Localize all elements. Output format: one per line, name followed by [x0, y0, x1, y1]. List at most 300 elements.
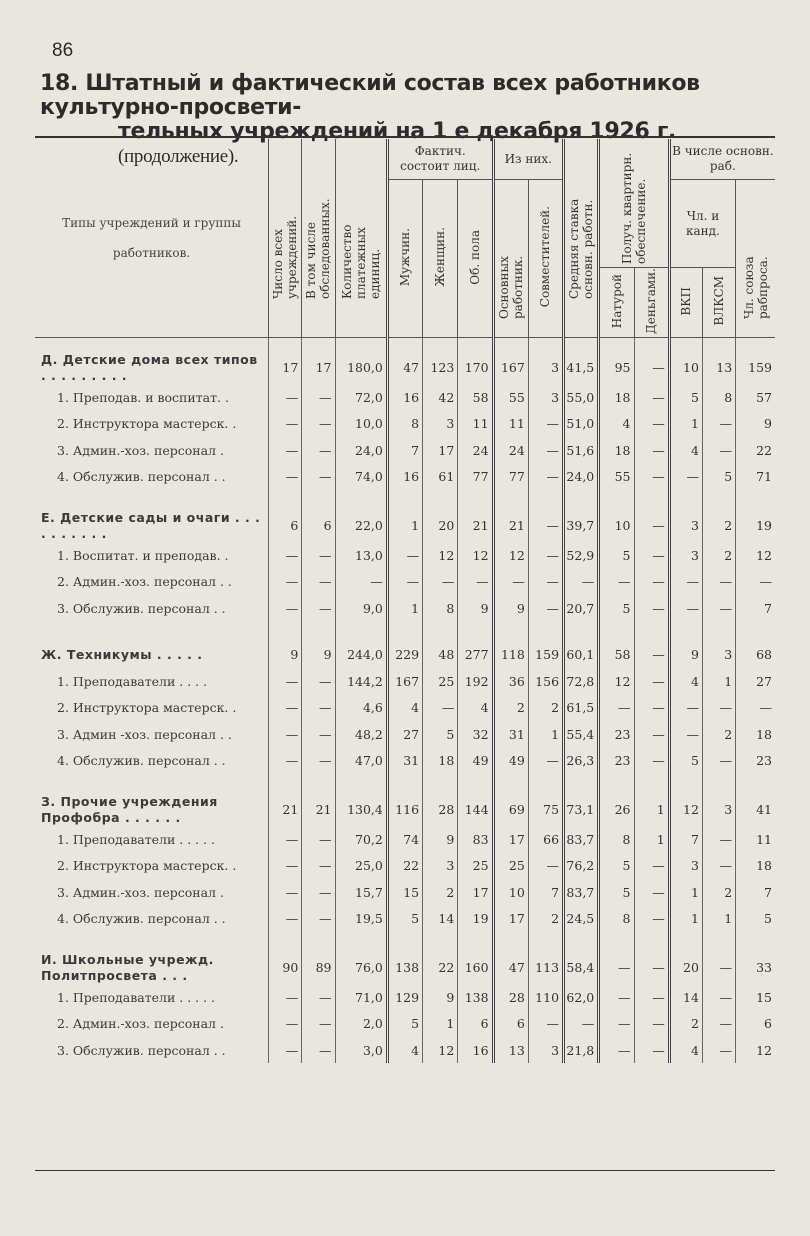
- data-cell: —: [634, 721, 669, 748]
- data-cell: 17: [493, 905, 528, 932]
- section-total-cell: —: [634, 510, 669, 542]
- data-cell: 72,8: [564, 668, 599, 695]
- data-cell: 3: [423, 852, 458, 879]
- data-cell: 17: [423, 437, 458, 464]
- table-row: [35, 668, 775, 695]
- header-main-workers: Основных работник.: [493, 180, 528, 338]
- section-total-cell: 9: [669, 641, 702, 668]
- header-total: Об. пола: [458, 180, 493, 338]
- row-label: 3. Админ.-хоз. персонал .: [57, 884, 224, 900]
- data-cell: 9: [736, 410, 775, 437]
- data-cell: 1: [702, 668, 735, 695]
- data-cell: 17: [493, 826, 528, 853]
- data-cell: —: [634, 437, 669, 464]
- data-cell: 19,5: [335, 905, 387, 932]
- section-total-cell: 41,5: [564, 352, 599, 384]
- section-name: Д. Детские дома всех типов . . . . . . . . .: [41, 351, 258, 383]
- data-cell: —: [302, 879, 335, 906]
- data-cell: —: [269, 694, 302, 721]
- data-cell: 18: [599, 384, 634, 411]
- data-cell: —: [702, 694, 735, 721]
- data-cell: 23: [599, 721, 634, 748]
- data-cell: 47,0: [335, 747, 387, 774]
- data-cell: —: [634, 595, 669, 622]
- data-cell: 10,0: [335, 410, 387, 437]
- header-types: Типы учреждений и группы работников.: [35, 139, 269, 337]
- data-cell: —: [269, 668, 302, 695]
- data-cell: —: [302, 542, 335, 569]
- data-cell: 76,2: [564, 852, 599, 879]
- header-avg-rate: Средняя ставка основн. работн.: [564, 139, 599, 337]
- data-cell: 4: [599, 410, 634, 437]
- section-total-cell: 229: [387, 641, 422, 668]
- data-cell: —: [269, 542, 302, 569]
- header-housing-group: Получ. квартирн. обеспечение.: [599, 139, 669, 268]
- row-label: 2. Инструктора мастерск. .: [57, 700, 237, 716]
- data-cell: 23: [599, 747, 634, 774]
- section-name: З. Прочие учреждения Профобра . . . . . .: [41, 793, 218, 825]
- data-cell: —: [634, 384, 669, 411]
- data-cell: 5: [669, 384, 702, 411]
- section-total-cell: 90: [269, 952, 302, 984]
- data-cell: —: [634, 694, 669, 721]
- header-of-them-group: Из них.: [493, 139, 563, 180]
- row-label: 2. Админ.-хоз. персонал . .: [57, 574, 232, 590]
- data-cell: 5: [669, 747, 702, 774]
- section-total-cell: 10: [599, 510, 634, 542]
- data-cell: —: [528, 1010, 563, 1037]
- data-cell: —: [702, 852, 735, 879]
- row-label: 3. Админ -хоз. персонал . .: [57, 726, 232, 742]
- data-cell: —: [269, 595, 302, 622]
- header-among-main-group: В числе основн. раб.: [669, 139, 775, 180]
- section-total-cell: 17: [269, 352, 302, 384]
- data-cell: 5: [702, 463, 735, 490]
- data-cell: 110: [528, 984, 563, 1011]
- section-name: Ж. Техникумы . . . . .: [41, 646, 203, 662]
- table-row: [35, 826, 775, 853]
- section-total-cell: 69: [493, 794, 528, 826]
- table-top-rule: [35, 136, 775, 138]
- data-cell: —: [702, 1010, 735, 1037]
- data-cell: 32: [458, 721, 493, 748]
- data-cell: 77: [458, 463, 493, 490]
- section-total-cell: 160: [458, 952, 493, 984]
- row-label: 1. Преподаватели . . . .: [57, 673, 208, 689]
- section-total-cell: 47: [387, 352, 422, 384]
- data-cell: —: [302, 905, 335, 932]
- section-total-cell: 75: [528, 794, 563, 826]
- section-total-cell: 20: [669, 952, 702, 984]
- data-cell: —: [669, 463, 702, 490]
- data-cell: 9: [493, 595, 528, 622]
- section-total-cell: 3: [669, 510, 702, 542]
- data-cell: 61,5: [564, 694, 599, 721]
- data-cell: 42: [423, 384, 458, 411]
- data-cell: —: [302, 694, 335, 721]
- data-cell: 16: [387, 384, 422, 411]
- data-cell: 2: [528, 905, 563, 932]
- data-cell: 52,9: [564, 542, 599, 569]
- staff-table: [35, 139, 775, 1063]
- data-cell: 70,2: [335, 826, 387, 853]
- section-total-cell: 244,0: [335, 641, 387, 668]
- data-cell: 4: [669, 1037, 702, 1064]
- header-vlksm: ВЛКСМ: [702, 268, 735, 338]
- data-cell: 5: [387, 1010, 422, 1037]
- data-cell: 12: [458, 542, 493, 569]
- data-cell: 62,0: [564, 984, 599, 1011]
- section-total-cell: 2: [702, 510, 735, 542]
- section-header-row: [35, 510, 775, 542]
- data-cell: 14: [669, 984, 702, 1011]
- section-total-cell: 95: [599, 352, 634, 384]
- header-union: Чл. союза рабпроса.: [736, 180, 775, 338]
- data-cell: 9: [423, 984, 458, 1011]
- row-label: 1. Преподав. и воспитат. .: [57, 389, 229, 405]
- data-cell: 49: [493, 747, 528, 774]
- section-total-cell: 9: [302, 641, 335, 668]
- section-total-cell: —: [528, 510, 563, 542]
- table-body: [35, 337, 775, 1063]
- section-header-row: [35, 641, 775, 668]
- section-total-cell: 19: [736, 510, 775, 542]
- data-cell: 144,2: [335, 668, 387, 695]
- data-cell: 2: [702, 879, 735, 906]
- data-cell: 4: [669, 437, 702, 464]
- data-cell: —: [269, 437, 302, 464]
- data-cell: —: [269, 384, 302, 411]
- section-total-cell: 9: [269, 641, 302, 668]
- data-cell: 24,5: [564, 905, 599, 932]
- section-total-cell: 26: [599, 794, 634, 826]
- data-cell: —: [634, 668, 669, 695]
- data-cell: —: [736, 568, 775, 595]
- data-cell: 3: [423, 410, 458, 437]
- data-cell: —: [302, 568, 335, 595]
- data-cell: 12: [423, 542, 458, 569]
- row-label: 4. Обслужив. персонал . .: [57, 753, 226, 769]
- data-cell: —: [458, 568, 493, 595]
- data-cell: —: [269, 463, 302, 490]
- section-total-cell: 41: [736, 794, 775, 826]
- section-spacer: [35, 932, 775, 952]
- data-cell: —: [634, 463, 669, 490]
- data-cell: 11: [493, 410, 528, 437]
- data-cell: 7: [669, 826, 702, 853]
- data-cell: 66: [528, 826, 563, 853]
- section-total-cell: 167: [493, 352, 528, 384]
- data-cell: 55: [493, 384, 528, 411]
- data-cell: 1: [423, 1010, 458, 1037]
- section-total-cell: 3: [702, 794, 735, 826]
- data-cell: 71,0: [335, 984, 387, 1011]
- data-cell: 2: [493, 694, 528, 721]
- data-cell: —: [702, 437, 735, 464]
- header-num-institutions: Число всех учреждений.: [269, 139, 302, 337]
- section-name: Е. Детские сады и очаги . . . . . . . . . .: [41, 509, 261, 541]
- data-cell: —: [634, 905, 669, 932]
- data-cell: 18: [736, 721, 775, 748]
- section-total-cell: 21: [269, 794, 302, 826]
- data-cell: —: [528, 595, 563, 622]
- section-total-cell: —: [599, 952, 634, 984]
- section-total-cell: 159: [528, 641, 563, 668]
- section-total-cell: —: [702, 952, 735, 984]
- section-total-cell: 3: [528, 352, 563, 384]
- data-cell: —: [634, 1010, 669, 1037]
- data-cell: 25: [423, 668, 458, 695]
- data-cell: —: [528, 410, 563, 437]
- row-label: 3. Обслужив. персонал . .: [57, 1042, 226, 1058]
- header-women: Женщин.: [423, 180, 458, 338]
- data-cell: 3: [528, 384, 563, 411]
- row-label: 2. Админ.-хоз. персонал .: [57, 1016, 224, 1032]
- data-cell: —: [528, 437, 563, 464]
- data-cell: 8: [702, 384, 735, 411]
- data-cell: 3: [528, 1037, 563, 1064]
- data-cell: —: [702, 410, 735, 437]
- data-cell: —: [599, 694, 634, 721]
- data-cell: 31: [493, 721, 528, 748]
- data-cell: 8: [423, 595, 458, 622]
- table-row: [35, 984, 775, 1011]
- data-cell: 11: [736, 826, 775, 853]
- data-cell: 15: [387, 879, 422, 906]
- row-label: 4. Обслужив. персонал . .: [57, 469, 226, 485]
- table-bottom-rule: [35, 1170, 775, 1171]
- data-cell: 74,0: [335, 463, 387, 490]
- section-total-cell: 180,0: [335, 352, 387, 384]
- data-cell: —: [302, 437, 335, 464]
- data-cell: 13: [493, 1037, 528, 1064]
- data-cell: 24,0: [564, 463, 599, 490]
- row-label: 4. Обслужив. персонал . .: [57, 911, 226, 927]
- data-cell: —: [269, 984, 302, 1011]
- data-cell: —: [302, 1037, 335, 1064]
- data-cell: 16: [387, 463, 422, 490]
- data-cell: 55,0: [564, 384, 599, 411]
- data-cell: 5: [599, 595, 634, 622]
- section-total-cell: 144: [458, 794, 493, 826]
- data-cell: 55,4: [564, 721, 599, 748]
- data-cell: 5: [387, 905, 422, 932]
- data-cell: 11: [458, 410, 493, 437]
- header-part-time: Совместителей.: [528, 180, 563, 338]
- section-name: И. Школьные учрежд. Политпросвета . . .: [41, 951, 214, 983]
- section-total-cell: 3: [702, 641, 735, 668]
- data-cell: —: [302, 668, 335, 695]
- data-cell: 55: [599, 463, 634, 490]
- data-cell: 10: [493, 879, 528, 906]
- data-cell: —: [423, 694, 458, 721]
- section-total-cell: 58,4: [564, 952, 599, 984]
- data-cell: —: [302, 852, 335, 879]
- data-cell: 5: [599, 879, 634, 906]
- data-cell: 2,0: [335, 1010, 387, 1037]
- data-cell: 27: [736, 668, 775, 695]
- data-cell: 8: [599, 826, 634, 853]
- data-cell: —: [634, 984, 669, 1011]
- data-cell: 4: [387, 1037, 422, 1064]
- data-cell: 12: [423, 1037, 458, 1064]
- table-row: [35, 542, 775, 569]
- data-cell: —: [634, 879, 669, 906]
- section-total-cell: 118: [493, 641, 528, 668]
- data-cell: —: [702, 984, 735, 1011]
- table-row: [35, 852, 775, 879]
- data-cell: 13,0: [335, 542, 387, 569]
- data-cell: 58: [458, 384, 493, 411]
- data-cell: —: [634, 542, 669, 569]
- table-row: [35, 694, 775, 721]
- data-cell: 2: [702, 721, 735, 748]
- data-cell: 6: [458, 1010, 493, 1037]
- table-row: [35, 721, 775, 748]
- data-cell: —: [335, 568, 387, 595]
- data-cell: 83,7: [564, 826, 599, 853]
- data-cell: —: [269, 852, 302, 879]
- data-cell: —: [702, 568, 735, 595]
- row-label: 1. Преподаватели . . . . .: [57, 831, 216, 847]
- data-cell: —: [599, 1010, 634, 1037]
- data-cell: —: [302, 1010, 335, 1037]
- data-cell: 3: [669, 852, 702, 879]
- section-total-cell: 39,7: [564, 510, 599, 542]
- data-cell: 74: [387, 826, 422, 853]
- section-total-cell: —: [634, 352, 669, 384]
- data-cell: 15,7: [335, 879, 387, 906]
- data-cell: 8: [387, 410, 422, 437]
- data-cell: —: [269, 879, 302, 906]
- data-cell: 6: [736, 1010, 775, 1037]
- data-cell: 5: [599, 852, 634, 879]
- data-cell: 9: [458, 595, 493, 622]
- title-line-1: 18. Штатный и фактический состав всех работников культурно-просвети-: [40, 71, 700, 120]
- section-total-cell: 170: [458, 352, 493, 384]
- section-total-cell: 22,0: [335, 510, 387, 542]
- section-total-cell: 73,1: [564, 794, 599, 826]
- data-cell: 18: [599, 437, 634, 464]
- data-cell: —: [269, 721, 302, 748]
- data-cell: —: [302, 595, 335, 622]
- data-cell: 2: [423, 879, 458, 906]
- row-label: 3. Обслужив. персонал . .: [57, 600, 226, 616]
- data-cell: —: [302, 747, 335, 774]
- data-cell: 7: [387, 437, 422, 464]
- section-total-cell: 58: [599, 641, 634, 668]
- section-total-cell: 6: [302, 510, 335, 542]
- data-cell: 12: [736, 542, 775, 569]
- header-in-money: Деньгами.: [634, 268, 669, 338]
- table-row: [35, 463, 775, 490]
- section-total-cell: 47: [493, 952, 528, 984]
- section-spacer: [35, 490, 775, 510]
- data-cell: —: [269, 826, 302, 853]
- section-total-cell: 21: [458, 510, 493, 542]
- data-cell: 51,0: [564, 410, 599, 437]
- section-total-cell: 123: [423, 352, 458, 384]
- table-row: [35, 595, 775, 622]
- header-paid-units: Количество платежных единиц.: [335, 139, 387, 337]
- data-cell: 61: [423, 463, 458, 490]
- data-cell: —: [387, 542, 422, 569]
- data-cell: —: [599, 568, 634, 595]
- data-cell: —: [634, 747, 669, 774]
- data-cell: 14: [423, 905, 458, 932]
- data-cell: —: [564, 568, 599, 595]
- data-cell: 3: [669, 542, 702, 569]
- data-cell: 83,7: [564, 879, 599, 906]
- data-cell: 19: [458, 905, 493, 932]
- data-cell: 1: [528, 721, 563, 748]
- title-continuation: (продолжение).: [118, 146, 239, 167]
- data-cell: 1: [669, 410, 702, 437]
- data-cell: —: [669, 595, 702, 622]
- data-cell: —: [528, 463, 563, 490]
- data-cell: —: [702, 1037, 735, 1064]
- table-row: [35, 747, 775, 774]
- section-total-cell: 130,4: [335, 794, 387, 826]
- data-cell: 24: [493, 437, 528, 464]
- data-cell: 1: [702, 905, 735, 932]
- data-cell: 2: [702, 542, 735, 569]
- data-cell: 72,0: [335, 384, 387, 411]
- row-label: 1. Преподаватели . . . . .: [57, 989, 216, 1005]
- data-cell: 27: [387, 721, 422, 748]
- data-cell: 23: [736, 747, 775, 774]
- data-cell: 192: [458, 668, 493, 695]
- data-cell: 18: [736, 852, 775, 879]
- data-cell: 22: [736, 437, 775, 464]
- data-cell: 57: [736, 384, 775, 411]
- section-header-row: [35, 352, 775, 384]
- data-cell: 25,0: [335, 852, 387, 879]
- table-row: [35, 568, 775, 595]
- header-surveyed: В том числе обследованных.: [302, 139, 335, 337]
- data-cell: —: [269, 568, 302, 595]
- data-cell: —: [387, 568, 422, 595]
- data-cell: 9,0: [335, 595, 387, 622]
- data-cell: 21,8: [564, 1037, 599, 1064]
- section-total-cell: 1: [634, 794, 669, 826]
- data-cell: 12: [736, 1037, 775, 1064]
- section-total-cell: 68: [736, 641, 775, 668]
- data-cell: 9: [423, 826, 458, 853]
- data-cell: 22: [387, 852, 422, 879]
- data-cell: —: [634, 568, 669, 595]
- header-in-kind: Натурой: [599, 268, 634, 338]
- data-cell: 8: [599, 905, 634, 932]
- data-cell: 24: [458, 437, 493, 464]
- table-row: [35, 1037, 775, 1064]
- data-cell: 5: [736, 905, 775, 932]
- header-vkp: ВКП: [669, 268, 702, 338]
- data-cell: 28: [493, 984, 528, 1011]
- data-cell: 12: [493, 542, 528, 569]
- data-cell: —: [302, 826, 335, 853]
- data-cell: —: [302, 984, 335, 1011]
- data-cell: —: [599, 1037, 634, 1064]
- data-cell: —: [269, 1037, 302, 1064]
- section-total-cell: 21: [493, 510, 528, 542]
- section-total-cell: 28: [423, 794, 458, 826]
- row-label: 2. Инструктора мастерск. .: [57, 858, 237, 874]
- data-cell: 4,6: [335, 694, 387, 721]
- data-cell: 5: [423, 721, 458, 748]
- data-cell: 49: [458, 747, 493, 774]
- title-line-2: тельных учреждений на 1 е декабря 1926 г.: [118, 119, 677, 144]
